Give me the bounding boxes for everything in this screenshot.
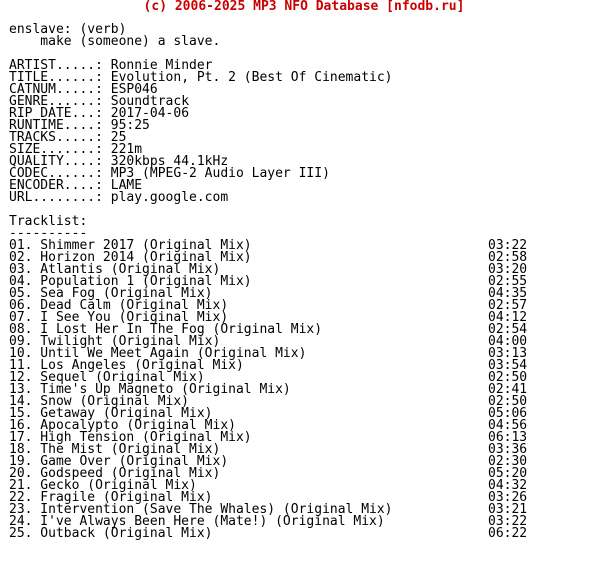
track-duration: 03:21	[488, 502, 528, 517]
track-title: 22. Fragile (Original Mix)	[9, 490, 213, 505]
site-banner: (c) 2006-2025 MP3 NFO Database [nfodb.ru]	[143, 0, 465, 14]
info-value: 221m	[110, 142, 143, 157]
info-value: play.google.com	[110, 190, 229, 205]
track-duration: 05:20	[488, 466, 528, 481]
track-row	[9, 528, 601, 540]
track-title: 06. Dead Calm (Original Mix)	[9, 298, 229, 313]
track-duration: 02:54	[488, 322, 528, 337]
info-value: Soundtrack	[110, 94, 190, 109]
nfo-document	[9, 24, 601, 540]
track-duration: 03:26	[488, 490, 528, 505]
info-row	[9, 192, 601, 204]
tracklist-underline: ----------	[9, 226, 88, 241]
info-key: RIP DATE...:	[9, 106, 111, 121]
track-duration: 06:13	[488, 430, 528, 445]
track-title: 17. High Tension (Original Mix)	[9, 430, 252, 445]
info-key: ENCODER....:	[9, 178, 111, 193]
track-duration: 03:22	[488, 514, 528, 529]
track-duration: 04:12	[488, 310, 528, 325]
tracklist	[9, 240, 601, 540]
track-title: 13. Time's Up Magneto (Original Mix)	[9, 382, 291, 397]
info-value: MP3 (MPEG-2 Audio Layer III)	[110, 166, 330, 181]
info-value: Ronnie Minder	[110, 58, 213, 73]
track-duration: 02:50	[488, 370, 528, 385]
spacer	[9, 204, 601, 216]
definition-text: make (someone) a slave.	[9, 34, 221, 49]
track-title: 19. Game Over (Original Mix)	[9, 454, 229, 469]
info-value: 95:25	[110, 118, 150, 133]
track-duration: 02:58	[488, 250, 528, 265]
info-value: LAME	[110, 178, 143, 193]
tracklist-heading: Tracklist:	[9, 214, 88, 229]
track-title: 12. Sequel (Original Mix)	[9, 370, 205, 385]
track-title: 21. Gecko (Original Mix)	[9, 478, 197, 493]
definition-term: enslave: (verb)	[9, 22, 127, 37]
info-value: 320kbps 44.1kHz	[110, 154, 229, 169]
track-duration: 03:54	[488, 358, 528, 373]
track-duration: 02:41	[488, 382, 528, 397]
track-duration: 02:57	[488, 298, 528, 313]
info-key: TITLE......:	[9, 70, 111, 85]
track-title: 10. Until We Meet Again (Original Mix)	[9, 346, 307, 361]
info-key: TRACKS.....:	[9, 130, 111, 145]
track-title: 24. I've Always Been Here (Mate!) (Original Mix)	[9, 514, 385, 529]
info-value: ESP046	[110, 82, 158, 97]
track-duration: 04:56	[488, 418, 528, 433]
track-duration: 03:36	[488, 442, 528, 457]
info-key: CODEC......:	[9, 166, 111, 181]
info-key: URL........:	[9, 190, 111, 205]
track-title: 09. Twilight (Original Mix)	[9, 334, 221, 349]
track-title: 20. Godspeed (Original Mix)	[9, 466, 221, 481]
track-title: 18. The Mist (Original Mix)	[9, 442, 221, 457]
info-key: ARTIST.....:	[9, 58, 111, 73]
track-title: 25. Outback (Original Mix)	[9, 526, 213, 541]
info-key: SIZE.......:	[9, 142, 111, 157]
track-title: 02. Horizon 2014 (Original Mix)	[9, 250, 252, 265]
track-title: 04. Population 1 (Original Mix)	[9, 274, 252, 289]
track-duration: 06:22	[488, 526, 528, 541]
track-title: 08. I Lost Her In The Fog (Original Mix)	[9, 322, 323, 337]
track-title: 05. Sea Fog (Original Mix)	[9, 286, 213, 301]
track-duration: 02:30	[488, 454, 528, 469]
info-value: 2017-04-06	[110, 106, 190, 121]
track-duration: 05:06	[488, 406, 528, 421]
track-duration: 04:00	[488, 334, 528, 349]
track-title: 07. I See You (Original Mix)	[9, 310, 229, 325]
track-title: 11. Los Angeles (Original Mix)	[9, 358, 244, 373]
track-title: 15. Getaway (Original Mix)	[9, 406, 213, 421]
info-key: CATNUM.....:	[9, 82, 111, 97]
track-duration: 02:55	[488, 274, 528, 289]
track-duration: 03:22	[488, 238, 528, 253]
track-title: 16. Apocalypto (Original Mix)	[9, 418, 236, 433]
track-duration: 03:13	[488, 346, 528, 361]
release-info	[9, 60, 601, 204]
track-title: 14. Snow (Original Mix)	[9, 394, 190, 409]
info-value: Evolution, Pt. 2 (Best Of Cinematic)	[110, 70, 393, 85]
info-key: RUNTIME....:	[9, 118, 111, 133]
track-duration: 02:50	[488, 394, 528, 409]
track-title: 01. Shimmer 2017 (Original Mix)	[9, 238, 252, 253]
info-key: GENRE......:	[9, 94, 111, 109]
track-duration: 04:35	[488, 286, 528, 301]
track-title: 23. Intervention (Save The Whales) (Original Mix)	[9, 502, 393, 517]
track-duration: 03:20	[488, 262, 528, 277]
info-value: 25	[110, 130, 127, 145]
info-key: QUALITY....:	[9, 154, 111, 169]
track-duration: 04:32	[488, 478, 528, 493]
track-title: 03. Atlantis (Original Mix)	[9, 262, 221, 277]
